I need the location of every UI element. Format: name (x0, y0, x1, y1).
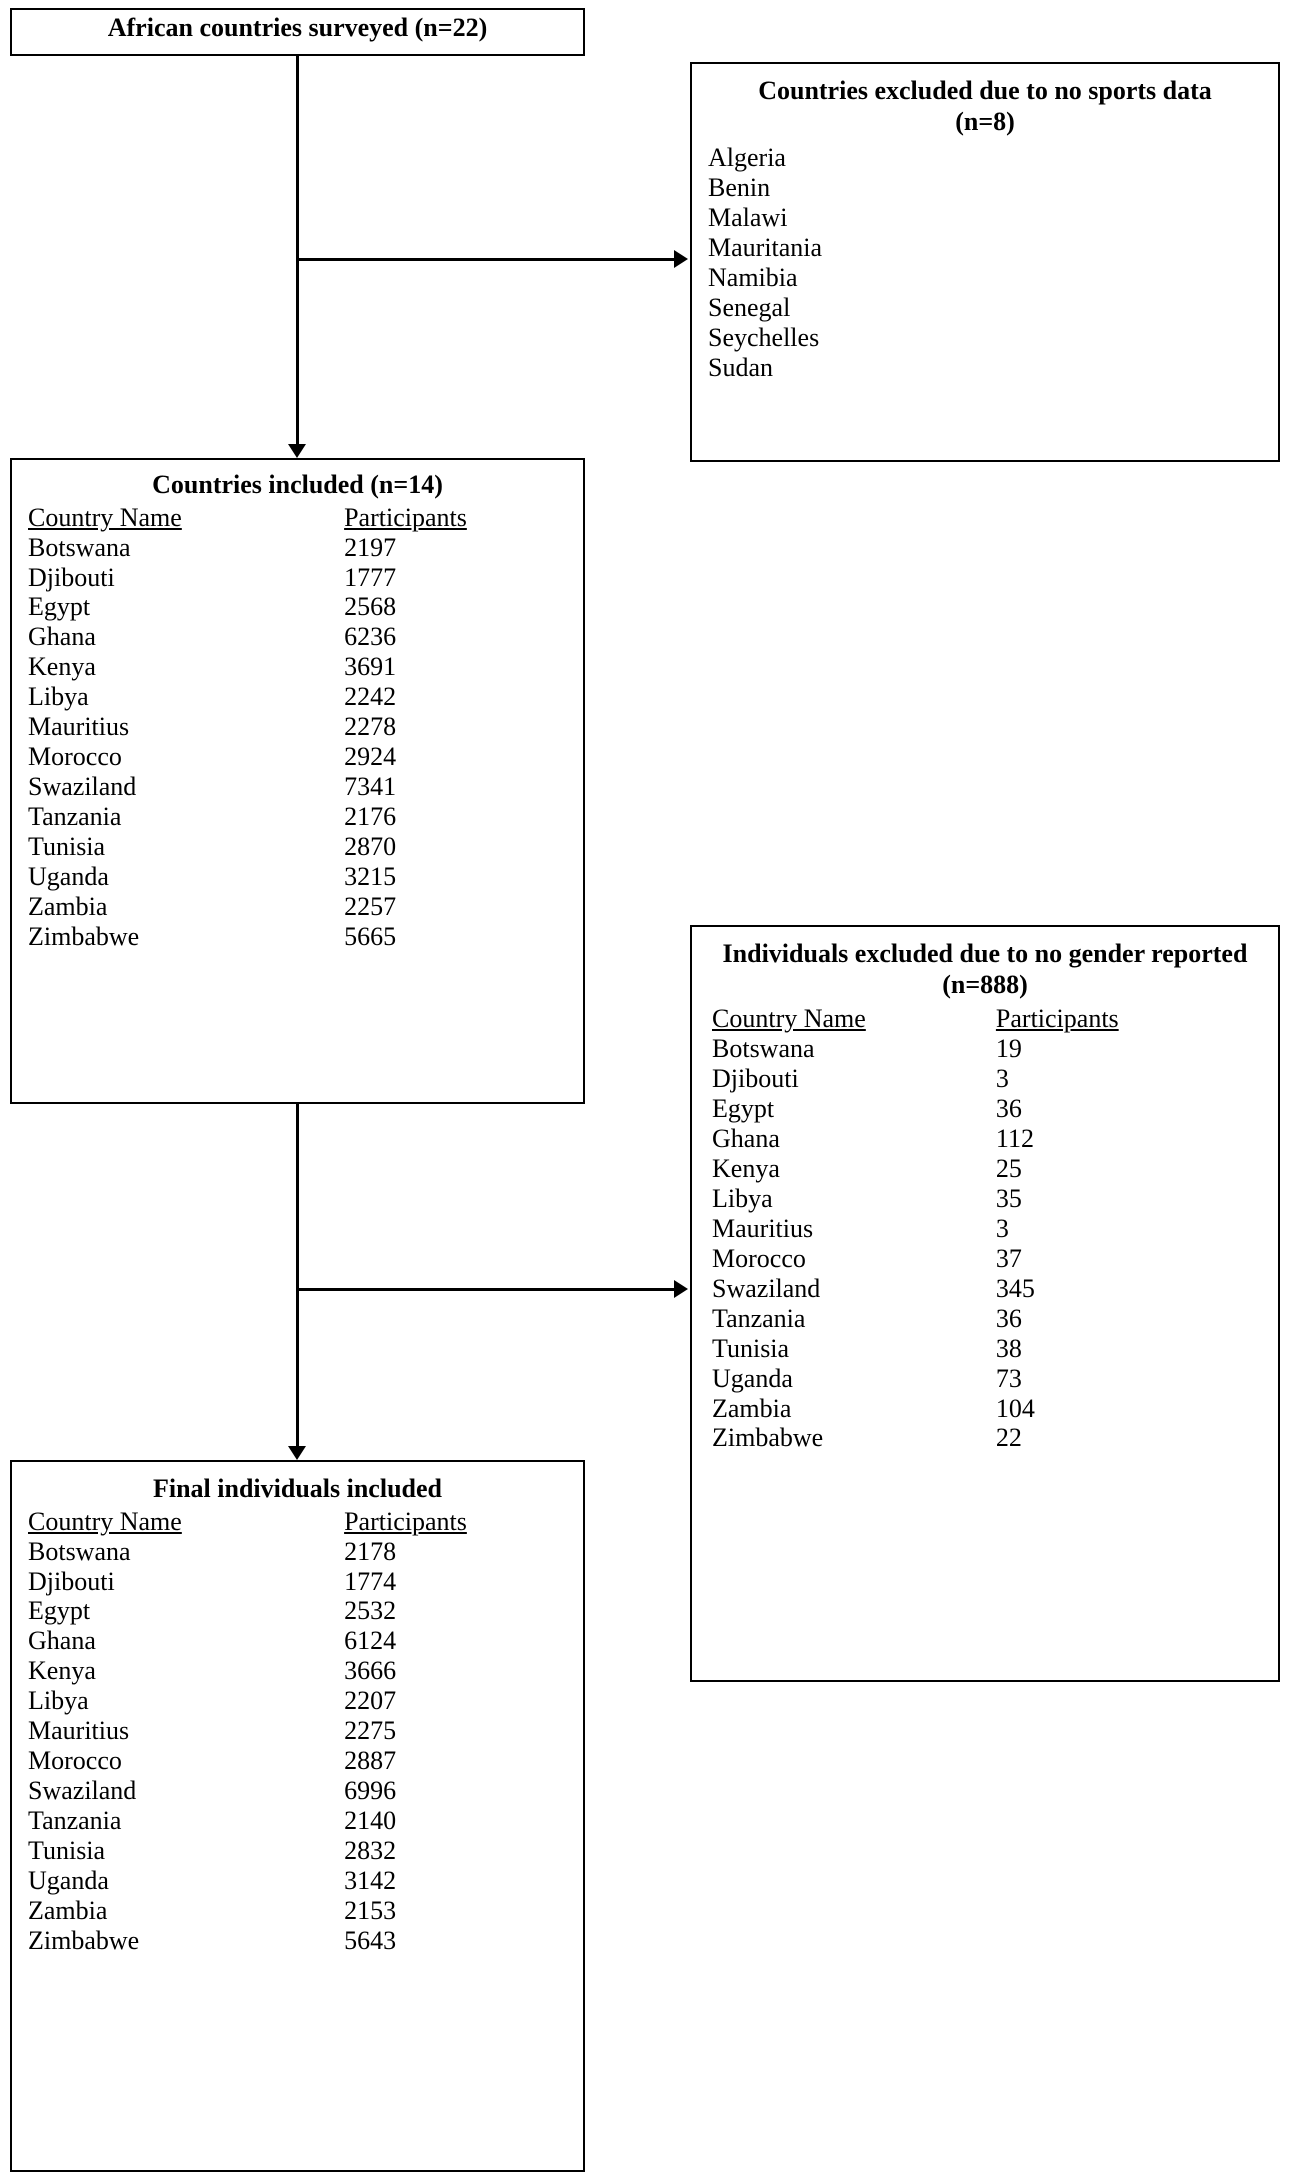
cell-country: Botswana (28, 1536, 131, 1566)
cell-country: Morocco (712, 1243, 806, 1273)
cell-country: Zimbabwe (712, 1423, 824, 1453)
cell-participants: 3142 (344, 1865, 397, 1895)
table-row (28, 1926, 573, 1956)
column-header-country: Country Name (28, 1506, 182, 1536)
cell-participants: 36 (995, 1303, 1022, 1333)
table-row (712, 1274, 1258, 1304)
arrow-to-excluded-sports (674, 250, 688, 268)
cell-participants: 2924 (344, 742, 397, 772)
cell-participants: 37 (995, 1243, 1022, 1273)
cell-country: Egypt (28, 1596, 91, 1626)
cell-participants: 1774 (344, 1566, 397, 1596)
cell-participants: 2207 (344, 1686, 397, 1716)
cell-country: Uganda (28, 1865, 109, 1895)
cell-country: Mauritius (28, 712, 130, 742)
table-row (712, 1154, 1258, 1184)
cell-country: Mauritius (712, 1213, 814, 1243)
cell-country: Morocco (28, 742, 122, 772)
cell-country: Kenya (712, 1154, 780, 1184)
table-row (712, 1124, 1258, 1154)
cell-country: Kenya (28, 652, 96, 682)
cell-participants: 2140 (344, 1806, 397, 1836)
box-excluded-no-gender-reported (690, 925, 1280, 1682)
cell-participants: 1777 (344, 562, 397, 592)
table-row (28, 1686, 573, 1716)
cell-participants: 3666 (344, 1656, 397, 1686)
cell-participants: 2197 (344, 532, 397, 562)
cell-country: Ghana (712, 1124, 780, 1154)
table-row (28, 1896, 573, 1926)
arrow-to-final (288, 1446, 306, 1460)
cell-participants: 5643 (344, 1925, 397, 1955)
cell-participants: 2153 (344, 1895, 397, 1925)
column-header-participants: Participants (344, 1506, 467, 1536)
cell-country: Tunisia (28, 831, 106, 861)
table-row (712, 1334, 1258, 1364)
table-row (28, 1596, 573, 1626)
table-row (28, 1567, 573, 1597)
table-row (28, 772, 573, 802)
cell-participants: 345 (995, 1273, 1035, 1303)
cell-participants: 112 (995, 1124, 1034, 1154)
cell-country: Djibouti (712, 1064, 799, 1094)
cell-participants: 2257 (344, 891, 397, 921)
cell-country: Botswana (28, 532, 131, 562)
table-row (28, 892, 573, 922)
table-header-row (28, 1507, 573, 1537)
table-row (28, 712, 573, 742)
list-item: Namibia (708, 262, 798, 292)
table-row (28, 742, 573, 772)
cell-country: Tunisia (712, 1333, 790, 1363)
table-row (28, 652, 573, 682)
table-row (28, 592, 573, 622)
cell-participants: 35 (995, 1183, 1022, 1213)
cell-country: Uganda (712, 1363, 793, 1393)
connector-to-excluded-sports (296, 258, 676, 261)
column-header-country: Country Name (712, 1004, 866, 1034)
box-excluded-no-gender-reported-title: Individuals excluded due to no gender reported (n=888) (722, 939, 1248, 999)
cell-country: Egypt (712, 1094, 775, 1124)
table-row (28, 832, 573, 862)
table-row (28, 922, 573, 952)
table-row (28, 1746, 573, 1776)
cell-participants: 3215 (344, 861, 397, 891)
box-excluded-no-sports-data (690, 62, 1280, 462)
cell-participants: 104 (995, 1393, 1035, 1423)
cell-country: Botswana (712, 1034, 815, 1064)
connector-included-trunk (296, 1104, 299, 1448)
cell-participants: 2178 (344, 1536, 397, 1566)
cell-participants: 2887 (344, 1746, 397, 1776)
cell-participants: 5665 (344, 921, 397, 951)
table-row (712, 1304, 1258, 1334)
cell-participants: 7341 (344, 772, 397, 802)
table-row (28, 802, 573, 832)
table-row (712, 1064, 1258, 1094)
table-row (28, 1806, 573, 1836)
cell-country: Djibouti (28, 562, 115, 592)
table-row (712, 1423, 1258, 1453)
table-row (28, 1537, 573, 1567)
cell-country: Egypt (28, 592, 91, 622)
box-countries-surveyed-title: African countries surveyed (n=22) (107, 13, 488, 42)
cell-country: Swaziland (712, 1273, 821, 1303)
cell-participants: 3 (995, 1213, 1009, 1243)
table-row (712, 1094, 1258, 1124)
cell-country: Libya (28, 1686, 89, 1716)
excluded-gender-table (692, 1004, 1278, 1457)
cell-participants: 38 (995, 1333, 1022, 1363)
list-item: Seychelles (708, 322, 820, 352)
cell-participants: 25 (995, 1154, 1022, 1184)
cell-participants: 22 (995, 1423, 1022, 1453)
list-item: Malawi (708, 203, 788, 233)
table-header-row (28, 503, 573, 533)
cell-participants: 2870 (344, 831, 397, 861)
box-excluded-no-sports-data-title: Countries excluded due to no sports data (n=8) (758, 76, 1212, 136)
list-item: Sudan (708, 352, 773, 382)
cell-country: Zambia (28, 1895, 108, 1925)
box-final-individuals-included (10, 1460, 585, 2172)
excluded-countries-list (692, 141, 1278, 388)
cell-participants: 73 (995, 1363, 1022, 1393)
arrow-to-excluded-gender (674, 1280, 688, 1298)
cell-country: Libya (28, 682, 89, 712)
arrow-to-included (288, 444, 306, 458)
cell-country: Djibouti (28, 1566, 115, 1596)
final-individuals-table (12, 1507, 583, 1960)
cell-country: Swaziland (28, 772, 137, 802)
cell-participants: 6124 (344, 1626, 397, 1656)
column-header-country: Country Name (28, 502, 182, 532)
cell-country: Libya (712, 1183, 773, 1213)
cell-participants: 2532 (344, 1596, 397, 1626)
cell-country: Tanzania (28, 1806, 122, 1836)
table-row (712, 1364, 1258, 1394)
cell-participants: 2832 (344, 1835, 397, 1865)
cell-country: Zambia (28, 891, 108, 921)
cell-country: Swaziland (28, 1776, 137, 1806)
cell-participants: 3691 (344, 652, 397, 682)
table-row (28, 1656, 573, 1686)
table-row (712, 1394, 1258, 1424)
cell-country: Zimbabwe (28, 1925, 140, 1955)
cell-participants: 19 (995, 1034, 1022, 1064)
table-row (712, 1244, 1258, 1274)
table-row (28, 1866, 573, 1896)
cell-participants: 2275 (344, 1716, 397, 1746)
cell-participants: 2568 (344, 592, 397, 622)
table-row (712, 1034, 1258, 1064)
cell-country: Ghana (28, 622, 96, 652)
cell-participants: 3 (995, 1064, 1009, 1094)
cell-participants: 2242 (344, 682, 397, 712)
list-item: Senegal (708, 292, 791, 322)
table-row (28, 622, 573, 652)
list-item: Algeria (708, 143, 786, 173)
connector-surveyed-trunk (296, 56, 299, 446)
column-header-participants: Participants (344, 502, 467, 532)
cell-country: Kenya (28, 1656, 96, 1686)
cell-country: Tunisia (28, 1835, 106, 1865)
box-countries-included-title: Countries included (n=14) (152, 470, 443, 499)
box-final-individuals-included-title: Final individuals included (152, 1474, 442, 1503)
table-row (28, 1776, 573, 1806)
cell-country: Mauritius (28, 1716, 130, 1746)
table-row (28, 1626, 573, 1656)
cell-participants: 36 (995, 1094, 1022, 1124)
list-item: Benin (708, 173, 771, 203)
included-countries-table (12, 503, 583, 956)
column-header-participants: Participants (995, 1004, 1119, 1034)
cell-participants: 6236 (344, 622, 397, 652)
table-row (712, 1214, 1258, 1244)
table-row (28, 563, 573, 593)
list-item: Mauritania (708, 233, 823, 263)
table-row (28, 682, 573, 712)
table-row (28, 1836, 573, 1866)
cell-country: Morocco (28, 1746, 122, 1776)
cell-participants: 6996 (344, 1776, 397, 1806)
table-row (712, 1184, 1258, 1214)
cell-country: Uganda (28, 861, 109, 891)
table-row (28, 533, 573, 563)
cell-country: Zambia (712, 1393, 792, 1423)
box-countries-surveyed (10, 8, 585, 56)
cell-country: Zimbabwe (28, 921, 140, 951)
table-row (28, 1716, 573, 1746)
cell-country: Tanzania (28, 802, 122, 832)
box-countries-included (10, 458, 585, 1104)
connector-to-excluded-gender (296, 1288, 676, 1291)
table-row (28, 862, 573, 892)
table-header-row (712, 1004, 1258, 1034)
cell-country: Ghana (28, 1626, 96, 1656)
cell-country: Tanzania (712, 1303, 806, 1333)
cell-participants: 2278 (344, 712, 397, 742)
cell-participants: 2176 (344, 802, 397, 832)
